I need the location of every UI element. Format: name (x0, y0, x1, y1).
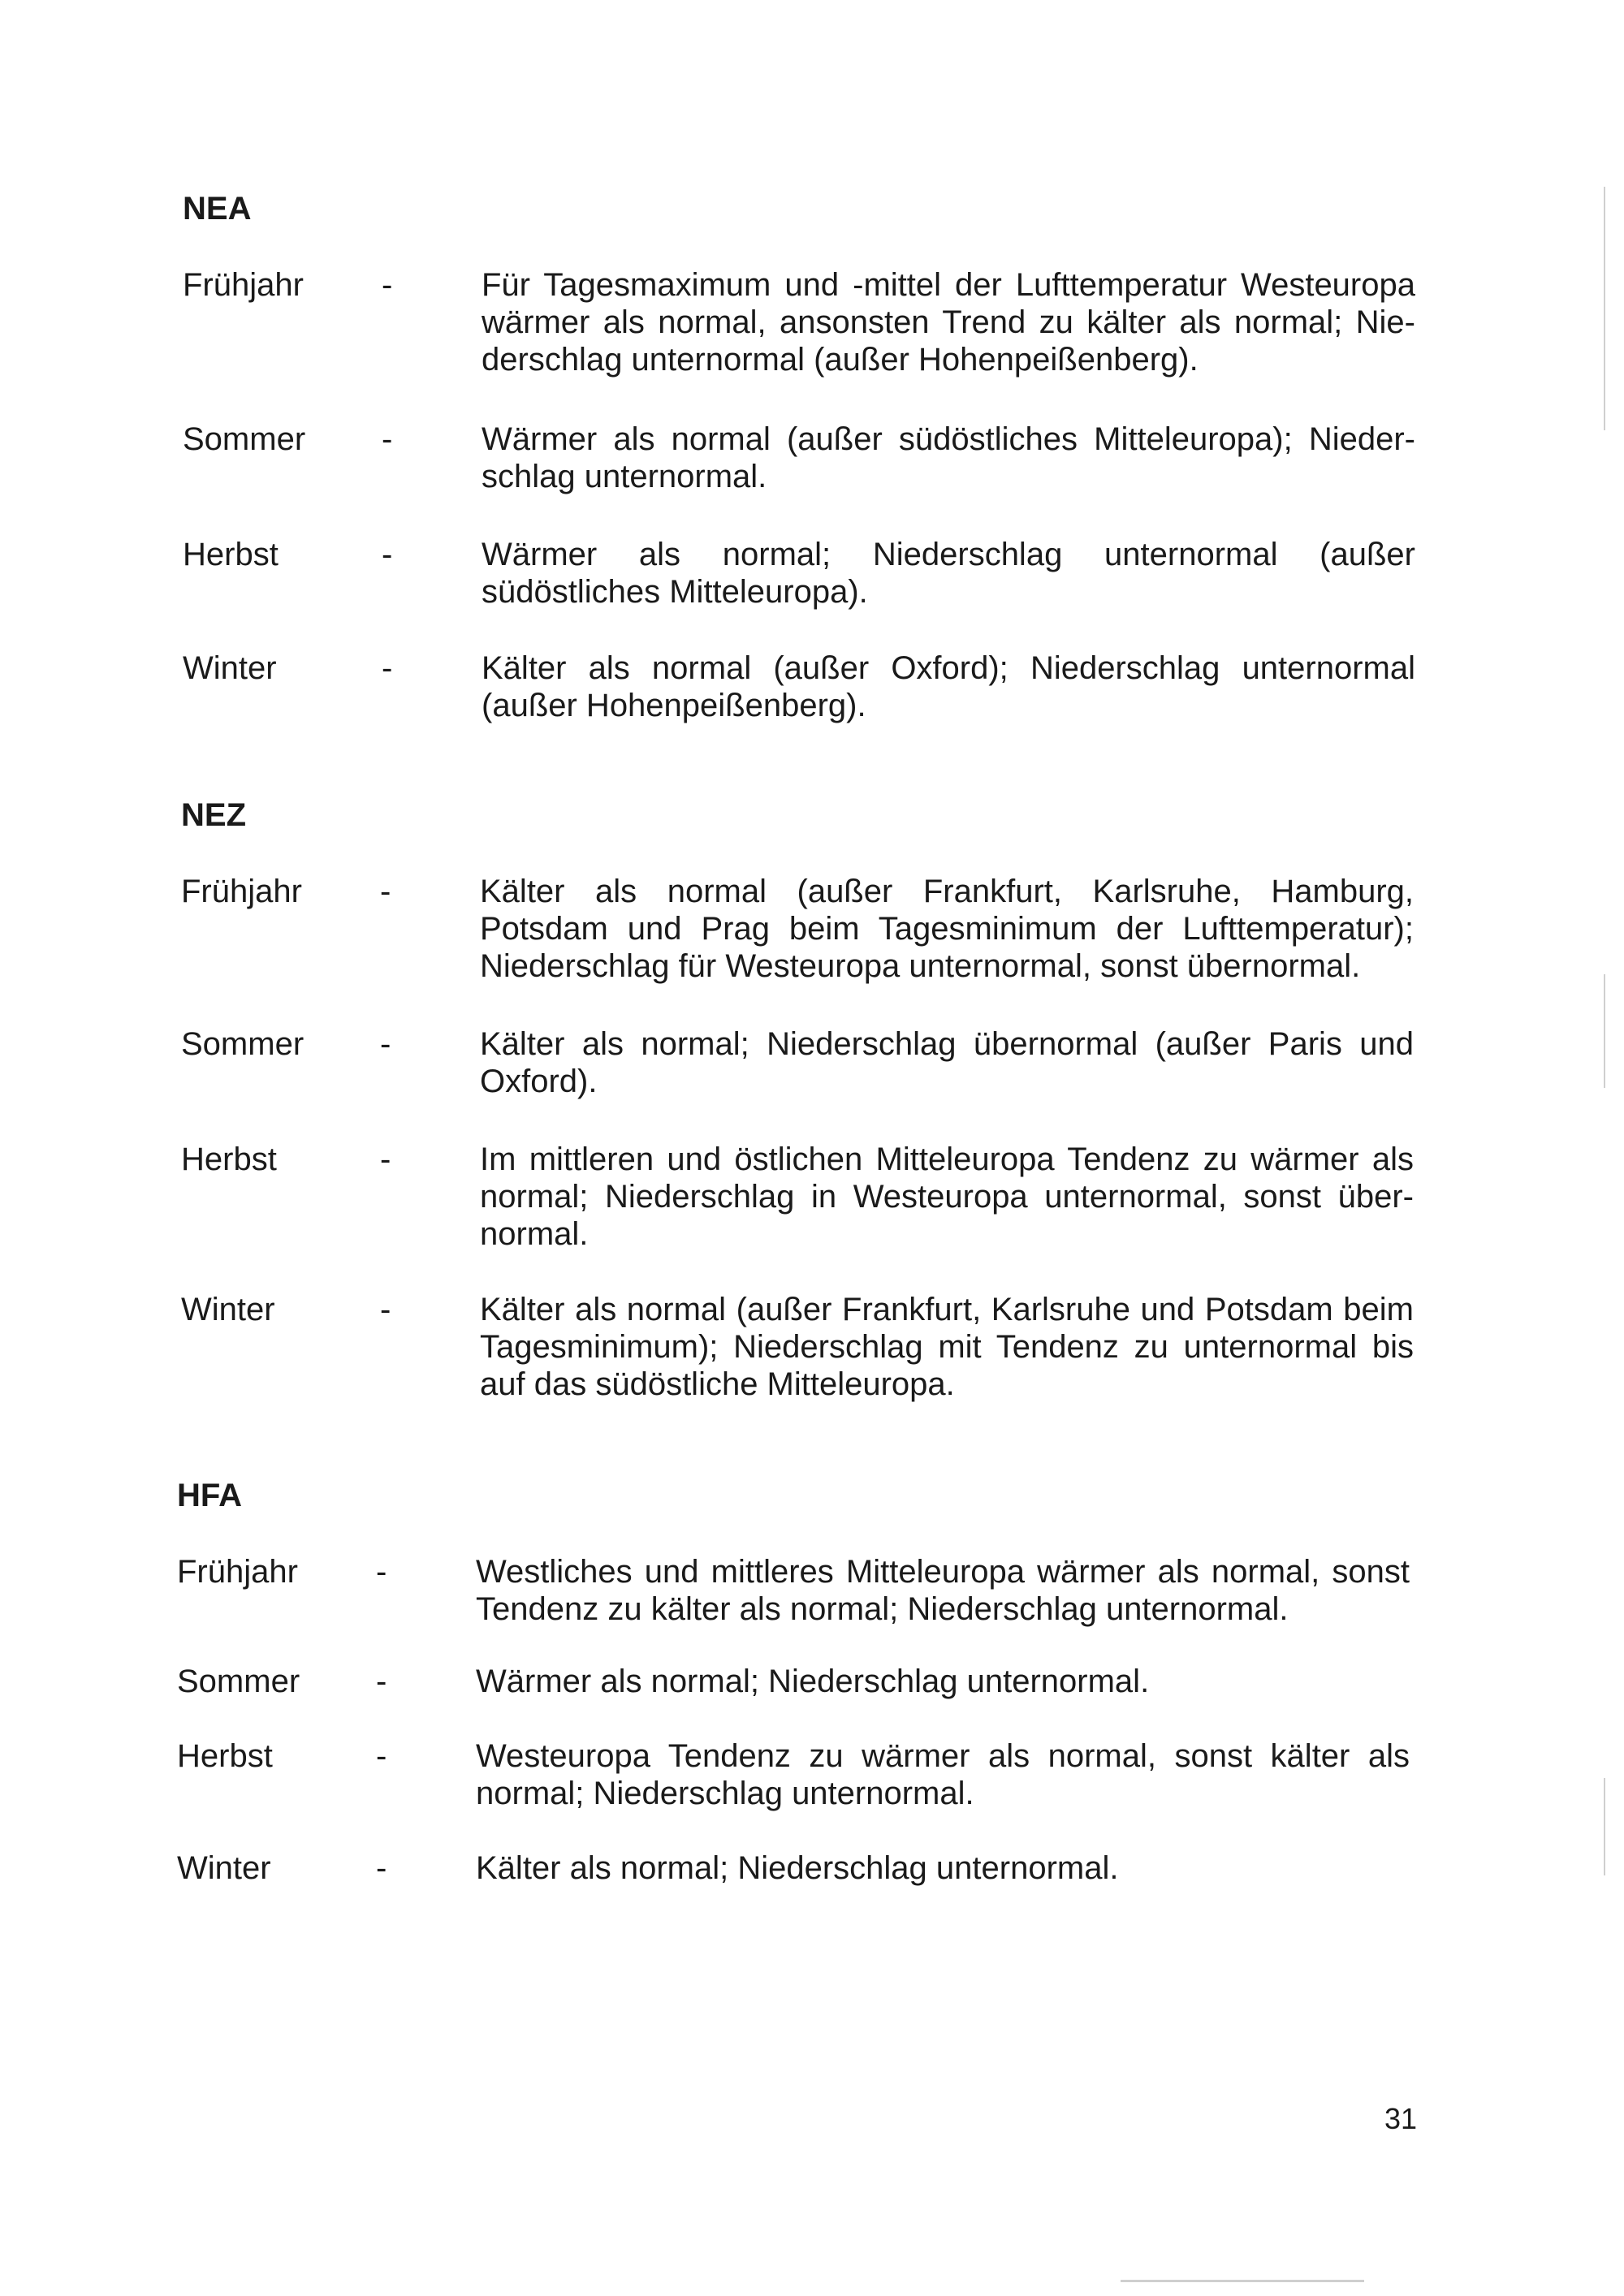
season-label: Winter (183, 650, 277, 686)
scan-edge-mark (1604, 974, 1605, 1088)
season-label: Herbst (183, 537, 279, 572)
dash-separator: - (380, 1026, 391, 1062)
section-title: NEA (183, 191, 252, 227)
season-label: Sommer (181, 1026, 304, 1062)
season-label: Herbst (181, 1142, 277, 1177)
season-label: Winter (177, 1850, 271, 1886)
season-label: Frühjahr (177, 1554, 298, 1590)
entry-description: Wärmer als normal; Niederschlag unternormal (außer südöstliches Mitteleuropa). (482, 537, 1415, 610)
dash-separator: - (380, 1142, 391, 1177)
dash-separator: - (382, 267, 393, 303)
entry-description: Westliches und mittleres Mitteleuropa wärmer als normal, sonst Tendenz zu kälter als normal; Niederschlag unternormal. (476, 1554, 1410, 1627)
season-label: Winter (181, 1292, 275, 1327)
season-label: Herbst (177, 1738, 273, 1774)
section-title: NEZ (181, 797, 246, 833)
season-label: Sommer (177, 1664, 300, 1699)
season-label: Frühjahr (181, 874, 302, 909)
entry-description: Kälter als normal (außer Frankfurt, Karlsruhe, Hamburg, Potsdam und Prag beim Tagesminimum der Lufttemperatur); Niederschlag für Westeuropa unternormal, sonst übernormal. (480, 874, 1414, 984)
scan-edge-mark (1121, 2280, 1364, 2282)
dash-separator: - (376, 1664, 387, 1699)
entry-description: Im mittleren und östlichen Mitteleuropa Tendenz zu wärmer als normal; Niederschlag in Westeuropa unternormal, sonst übernormal. (480, 1142, 1414, 1252)
entry-description: Kälter als normal (außer Oxford); Niederschlag unternormal (außer Hohenpeißenberg). (482, 650, 1415, 723)
dash-separator: - (382, 650, 393, 686)
dash-separator: - (380, 1292, 391, 1327)
dash-separator: - (380, 874, 391, 909)
entry-description: Kälter als normal; Niederschlag unternormal. (476, 1850, 1119, 1886)
entry-description: Kälter als normal; Niederschlag übernormal (außer Paris und Oxford). (480, 1026, 1414, 1099)
dash-separator: - (376, 1738, 387, 1774)
entry-description: Westeuropa Tendenz zu wärmer als normal, sonst kälter als normal; Niederschlag unternormal. (476, 1738, 1410, 1811)
scan-edge-mark (1604, 1778, 1605, 1875)
season-label: Sommer (183, 421, 306, 457)
entry-description: Wärmer als normal; Niederschlag unternormal. (476, 1664, 1150, 1699)
entry-description: Kälter als normal (außer Frankfurt, Karlsruhe und Potsdam beim Tagesminimum); Niederschlag mit Tendenz zu unternormal bis auf das südöstliche Mitteleuropa. (480, 1292, 1414, 1402)
season-label: Frühjahr (183, 267, 304, 303)
entry-description: Für Tagesmaximum und -mittel der Lufttemperatur Westeuropa wärmer als normal, ansonsten Trend zu kälter als normal; Niederschlag unternormal (außer Hohenpeißenberg). (482, 267, 1415, 378)
dash-separator: - (382, 537, 393, 572)
dash-separator: - (376, 1554, 387, 1590)
entry-description: Wärmer als normal (außer südöstliches Mitteleuropa); Niederschlag unternormal. (482, 421, 1415, 494)
page-number: 31 (1384, 2102, 1418, 2135)
scan-edge-mark (1604, 187, 1605, 430)
section-title: HFA (177, 1478, 242, 1513)
dash-separator: - (376, 1850, 387, 1886)
dash-separator: - (382, 421, 393, 457)
